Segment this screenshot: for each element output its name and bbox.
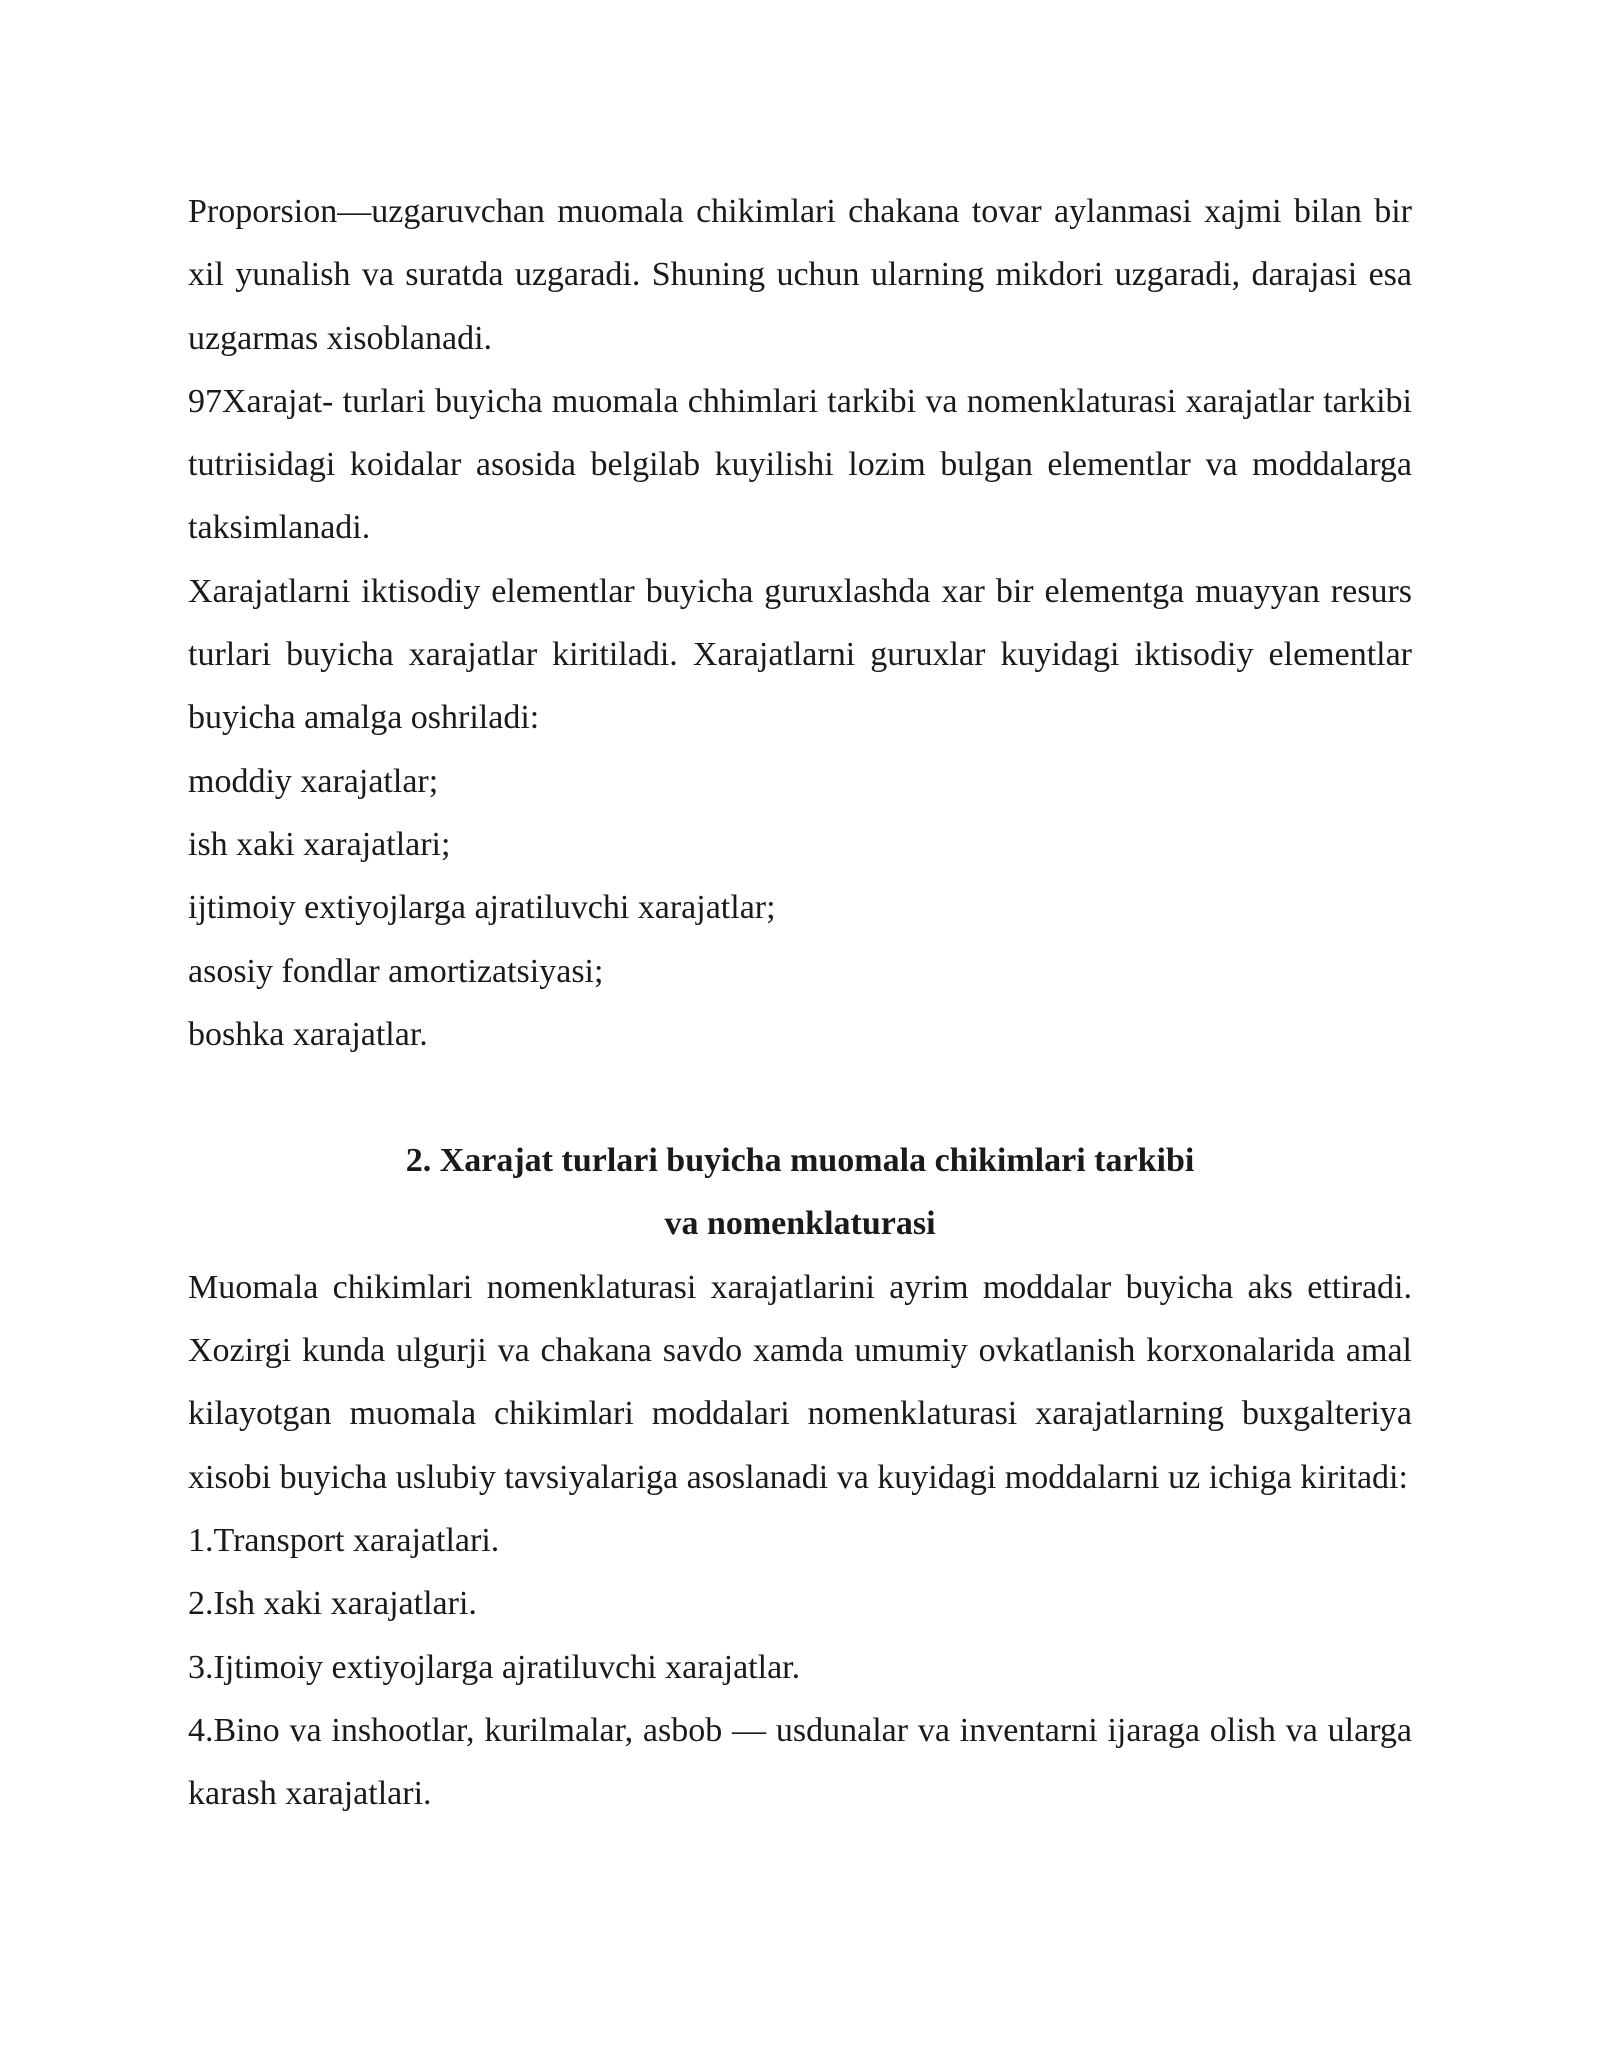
section-spacer	[188, 1066, 1412, 1129]
list-item: ijtimoiy extiyojlarga ajratiluvchi xarajatlar;	[188, 889, 776, 927]
list-item: moddiy xarajatlar;	[188, 762, 439, 800]
list-item: boshka xarajatlar.	[188, 1015, 428, 1053]
list-item: 1.Transport xarajatlari.	[188, 1521, 500, 1559]
section-heading-line-2: va nomenklaturasi	[664, 1205, 936, 1243]
economic-elements-list	[188, 750, 1412, 1066]
list-item: 3.Ijtimoiy extiyojlarga ajratiluvchi xarajatlar.	[188, 1648, 801, 1686]
paragraph-economic-elements: Xarajatlarni iktisodiy elementlar buyicha guruxlashda xar bir elementga muayyan resurs turlari buyicha xarajatlar kiritiladi. Xarajatlarni guruxlar kuyidagi iktisodiy elementlar buyicha amalga oshriladi:	[188, 572, 1412, 737]
paragraph-cost-types: 97Xarajat- turlari buyicha muomala chhimlari tarkibi va nomenklaturasi xarajatlar tarkibi tutriisidagi koidalar asosida belgilab kuyilishi lozim bulgan elementlar va moddalarga taksimlanadi.	[188, 382, 1412, 547]
section-heading-line-1: 2. Xarajat turlari buyicha muomala chikimlari tarkibi	[405, 1142, 1195, 1180]
paragraph-proportional-costs: Proporsion—uzgaruvchan muomala chikimlari chakana tovar aylanmasi xajmi bilan bir xil yunalish va suratda uzgaradi. Shuning uchun ularning mikdori uzgaradi, darajasi esa uzgarmas xisoblanadi.	[188, 193, 1412, 357]
list-item: 2.Ish xaki xarajatlari.	[188, 1585, 477, 1623]
paragraph-nomenclature: Muomala chikimlari nomenklaturasi xarajatlarini ayrim moddalar buyicha aks ettiradi. Xozirgi kunda ulgurji va chakana savdo xamda umumiy ovkatlanish korxonalarida amal kilayotgan muomala chikimlari moddalari nomenklaturasi xarajatlarning buxgalteriya xisobi buyicha uslubiy tavsiyalariga asoslanadi va kuyidagi moddalarni uz ichiga kiritadi:	[188, 1268, 1412, 1496]
nomenclature-items-list	[188, 1509, 1412, 1825]
list-item: asosiy fondlar amortizatsiyasi;	[188, 952, 604, 990]
document-page	[188, 180, 1412, 1825]
list-item: 4.Bino va inshootlar, kurilmalar, asbob — usdunalar va inventarni ijaraga olish va ulargа karash xarajatlari.	[188, 1711, 1412, 1813]
list-item: ish xaki xarajatlari;	[188, 825, 451, 863]
